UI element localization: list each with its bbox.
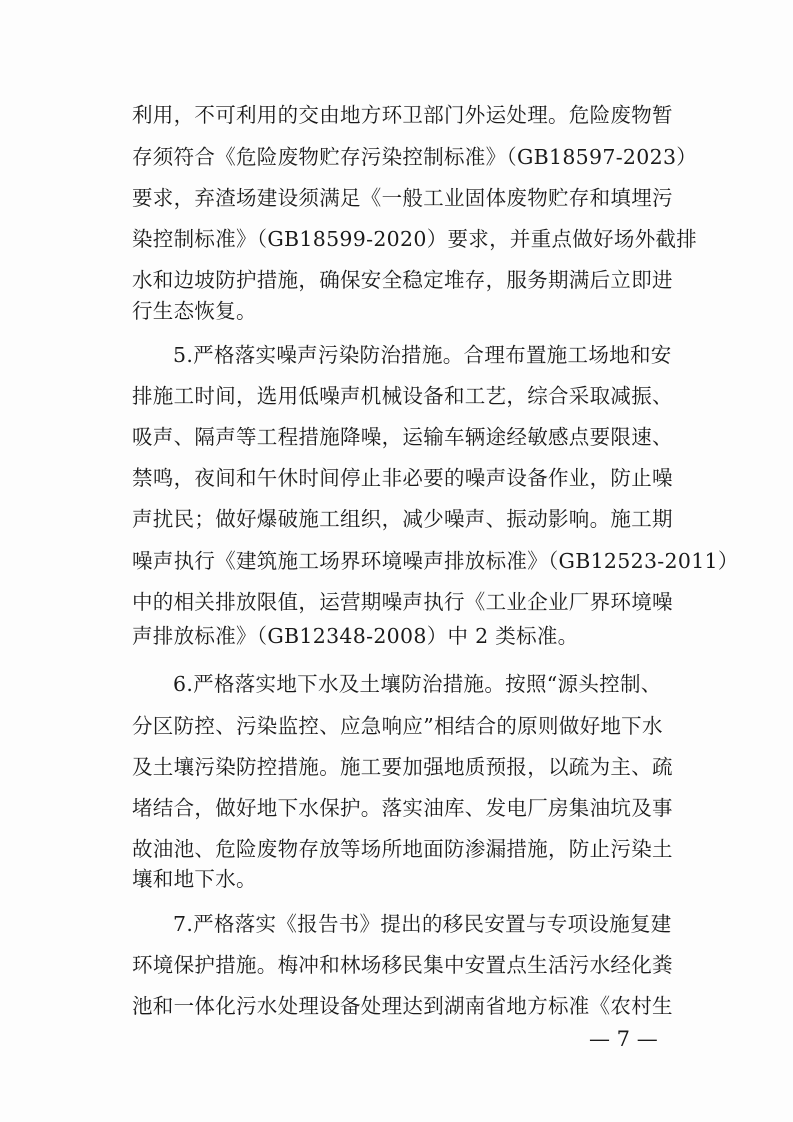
text-line: 存须符合《危险废物贮存污染控制标准》（GB18597-2023） bbox=[132, 145, 698, 169]
text-line: 分区防控、污染监控、应急响应”相结合的原则做好地下水 bbox=[132, 714, 663, 738]
text-line: 行生态恢复。 bbox=[132, 299, 257, 323]
paragraph-7-first-line: 7.严格落实《报告书》提出的移民安置与专项设施复建 bbox=[173, 912, 672, 936]
paragraph-6-first-line: 6.严格落实地下水及土壤防治措施。按照“源头控制、 bbox=[173, 672, 662, 696]
text-line: 禁鸣，夜间和午休时间停止非必要的噪声设备作业，防止噪 bbox=[132, 466, 673, 490]
text-line: 声排放标准》（GB12348-2008）中 2 类标准。 bbox=[132, 624, 579, 648]
text-line: 声扰民；做好爆破施工组织，减少噪声、振动影响。施工期 bbox=[132, 507, 673, 531]
text-line: 中的相关排放限值，运营期噪声执行《工业企业厂界环境噪 bbox=[132, 590, 673, 614]
text-line: 排施工时间，选用低噪声机械设备和工艺，综合采取减振、 bbox=[132, 384, 673, 408]
text-line: 环境保护措施。梅冲和林场移民集中安置点生活污水经化粪 bbox=[132, 953, 673, 977]
text-line: 池和一体化污水处理设备处理达到湖南省地方标准《农村生 bbox=[132, 994, 673, 1018]
text-line: 利用，不可利用的交由地方环卫部门外运处理。危险废物暂 bbox=[132, 103, 673, 127]
text-line: 故油池、危险废物存放等场所地面防渗漏措施，防止污染土 bbox=[132, 837, 673, 861]
text-line: 堵结合，做好地下水保护。落实油库、发电厂房集油坑及事 bbox=[132, 796, 673, 820]
text-line: 及土壤污染防控措施。施工要加强地质预报，以疏为主、疏 bbox=[132, 755, 673, 779]
text-line: 染控制标准》（GB18599-2020）要求，并重点做好场外截排 bbox=[132, 227, 698, 251]
page-number: — 7 — bbox=[589, 1027, 658, 1051]
text-line: 噪声执行《建筑施工场界环境噪声排放标准》（GB12523-2011） bbox=[132, 549, 739, 573]
text-line: 水和边坡防护措施，确保安全稳定堆存，服务期满后立即进 bbox=[132, 268, 673, 292]
text-line: 要求，弃渣场建设须满足《一般工业固体废物贮存和填埋污 bbox=[132, 186, 673, 210]
paragraph-5-first-line: 5.严格落实噪声污染防治措施。合理布置施工场地和安 bbox=[173, 343, 672, 367]
text-line: 吸声、隔声等工程措施降噪，运输车辆途经敏感点要限速、 bbox=[132, 425, 673, 449]
text-line: 壤和地下水。 bbox=[132, 867, 257, 891]
